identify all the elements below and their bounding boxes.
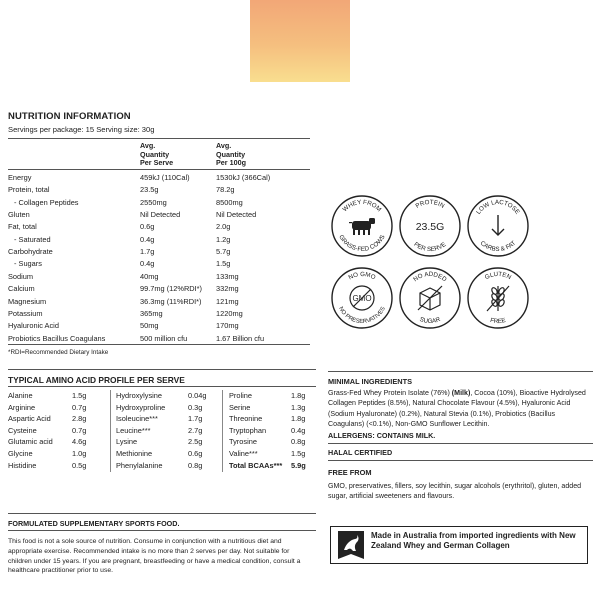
nutrient-name: Sodium [8,271,34,281]
amino-column-1 [8,390,96,471]
amino-name: Valine*** [229,448,258,458]
badge-text: CARBS & FAT [478,239,518,254]
formulated-heading: FORMULATED SUPPLEMENTARY SPORTS FOOD. [8,519,180,528]
feature-badges [320,186,530,346]
per-100g-value: 133mg [216,271,239,281]
badge-text: GLUTEN [483,270,513,282]
amino-row [116,425,212,437]
nutrient-name: Protein, total [8,185,50,195]
nutrition-row [8,320,310,332]
badge-text: WHEY FROM [341,198,383,214]
nutrition-row [8,271,310,283]
amino-value: 2.8g [72,414,87,424]
amino-row [116,390,212,402]
per-100g-value: 1.5g [216,259,231,269]
nutrition-row [8,221,310,233]
svg-text:PER SERVE [412,241,447,253]
amino-row [8,448,96,460]
amino-row [8,390,96,402]
amino-value: 1.7g [188,414,203,424]
nutrition-row [8,296,310,308]
amino-value: 1.8g [291,414,306,424]
amino-value: 1.3g [291,402,306,412]
header-line: Per Serve [140,158,174,167]
amino-name: Glutamic acid [8,437,53,447]
badge-text: LOW LACTOSE [475,198,521,216]
header-line: Avg. [140,141,156,150]
per-serve-value: 1.7g [140,247,155,257]
svg-text:SUGAR [419,316,442,325]
per-100g-value: 1220mg [216,308,243,318]
divider [8,369,316,370]
nutrition-row [8,283,310,295]
ingredients-text [328,388,593,430]
amino-row [8,402,96,414]
no-added-sugar-badge [398,266,462,330]
protein-badge [398,194,462,258]
divider [328,371,593,372]
amino-name: Methionine [116,448,153,458]
per-serve-value: 23.5g [140,185,159,195]
nutrition-row [8,172,310,184]
wheat-icon [487,286,509,311]
header-line: Quantity [140,149,170,159]
badge-text: NO PRESERVATIVES [337,306,387,326]
amino-name: Alanine [8,391,33,400]
per-serve-value: 500 million cfu [140,333,188,343]
amino-column-3 [229,390,309,471]
nutrition-row [8,308,310,320]
amino-row [116,402,212,414]
nutrient-name: Magnesium [8,296,47,306]
amino-name: Tryptophan [229,425,267,435]
amino-row [229,436,309,448]
per-100g-value: 1.2g [216,234,231,244]
amino-name: Histidine [8,460,37,470]
protein-amount: 23.5G [415,221,445,233]
badge-text: GRASS-FED COWS [337,233,387,254]
down-arrow-icon [492,215,504,235]
svg-text:NO GMO [347,271,376,281]
divider [328,460,593,461]
badge-text: PROTEIN [414,198,446,210]
milk-allergen: (Milk) [451,389,471,397]
amino-row [116,413,212,425]
amino-title: TYPICAL AMINO ACID PROFILE PER SERVE [8,375,185,385]
nutrient-name: Gluten [8,210,30,220]
badge-text: NO GMO [347,270,377,282]
amino-value: 2.5g [188,437,203,447]
nutrient-name: Energy [8,173,32,182]
amino-row [116,436,212,448]
nutrient-name: Fat, total [8,222,37,232]
divider [8,138,310,139]
nutrient-name: - Sugars [14,259,42,269]
ingredients-part: Grass-Fed Whey Protein Isolate (76%) [328,389,452,397]
servings-info: Servings per package: 15 Serving size: 30g [8,125,155,134]
amino-value: 0.5g [72,460,87,470]
amino-name: Proline [229,391,253,400]
amino-value: 0.3g [188,402,203,412]
free-from-text: GMO, preservatives, fillers, soy lecithin, sugar alcohols (erythritol), gluten, added sugar, artificial sweeteners and flavours. [328,482,582,501]
header-line: Quantity [216,149,246,159]
divider [8,513,316,514]
svg-text:CARBS & FAT [479,240,518,253]
nutrient-name: Probiotics Bacillus Coagulans [8,333,106,343]
nutrition-row [8,246,310,258]
amino-value: 2.7g [188,425,203,435]
disclaimer: This food is not a sole source of nutrition. Consume in conjunction with a nutritious diet and appropriate exercise. Recommended intake is no more than 2 serves per day. Not suitable for children under 15 years. If you are pregnant, breastfeeding or have a medical condition, consult a healthcare practitioner prior to use. [8,538,301,575]
per-serve-value: 2550mg [140,197,167,207]
ingredients-title: MINIMAL INGREDIENTS [328,377,413,386]
amino-value: 0.8g [291,437,306,447]
per-100g-header [216,142,246,168]
amino-name: Tyrosine [229,437,257,447]
column-divider [110,390,111,472]
cow-icon [349,218,375,235]
nutrient-name: - Saturated [14,234,51,244]
gluten-free-badge [466,266,530,330]
amino-value: 0.6g [188,448,203,458]
per-100g-value: 1.67 Billion cfu [216,333,265,343]
amino-value: 0.7g [72,402,87,412]
divider [8,344,310,345]
per-100g-value: 5.7g [216,247,231,257]
amino-row [8,425,96,437]
amino-name: Cysteine [8,425,37,435]
per-serve-value: 36.3mg (11%RDI*) [140,296,202,306]
product-color-swatch [250,0,350,82]
amino-row [229,390,309,402]
amino-row [8,436,96,448]
halal-certified: HALAL CERTIFIED [328,448,393,457]
nutrition-row [8,234,310,246]
divider [328,443,593,444]
no-gmo-badge [330,266,394,330]
divider [8,530,316,531]
per-serve-value: 365mg [140,308,163,318]
ingredients-part: , Cocoa (10%), Bioactive Hydrolysed Collagen Peptides (8.5%), Natural Chocolate Flavour (4.5%), Hyaluronic Acid (Sodium Hyaluronate) (0.2%), Natural Stevia (0.1%), Probiotics (Bacillus Coagulans) (<0.1%), Non-GMO Sunflower Lecithin. [328,389,586,429]
amino-row [229,425,309,437]
badge-text: PER SERVE [412,240,448,254]
nutrition-row [8,197,310,209]
amino-row [8,413,96,425]
per-100g-value: 8500mg [216,197,243,207]
amino-name: Lysine [116,437,138,447]
nutrient-name: Potassium [8,308,43,318]
nutrition-row [8,258,310,270]
svg-text:PROTEIN [414,199,445,210]
amino-name: Isoleucine*** [116,414,158,424]
amino-name: Total BCAAs*** [229,460,283,470]
amino-value: 1.8g [291,391,306,400]
amino-value: 1.5g [291,448,306,458]
amino-name: Hydroxyproline [116,402,166,412]
amino-row [229,402,309,414]
amino-value: 4.6g [72,437,87,447]
amino-value: 0.8g [188,460,203,470]
amino-value: 1.0g [72,448,87,458]
nutrient-name: Calcium [8,284,35,294]
header-line: Avg. [216,141,232,150]
amino-name: Glycine [8,448,33,458]
nutrition-row [8,209,310,221]
per-serve-header [140,142,173,168]
amino-row [229,413,309,425]
per-serve-value: 0.6g [140,222,155,232]
badge-text: SUGAR [418,315,442,325]
amino-value: 5.9g [291,460,306,470]
gmo-label: GMO [352,294,372,303]
amino-row [8,460,96,472]
australian-made-kangaroo-icon [337,530,365,560]
per-serve-value: 0.4g [140,234,155,244]
nutrient-name: Hyaluronic Acid [8,321,59,331]
amino-value: 1.5g [72,391,87,400]
amino-row [116,448,212,460]
amino-name: Arginine [8,402,36,412]
amino-value: 0.04g [188,391,207,400]
amino-value: 0.7g [72,425,87,435]
amino-row [116,460,212,472]
sugar-cube-icon [418,286,442,310]
badge-text: FREE [489,316,507,326]
per-100g-value: 1530kJ (366Cal) [216,173,271,182]
svg-text:GLUTEN [484,271,512,281]
amino-value: 0.4g [291,425,306,435]
australian-made-box [330,526,588,564]
amino-column-2 [116,390,212,471]
amino-name: Aspartic Acid [8,414,51,424]
allergens: ALLERGENS: CONTAINS MILK. [328,431,436,440]
per-100g-value: 2.0g [216,222,231,232]
badge-text: NO ADDED [412,270,448,284]
amino-name: Hydroxylysine [116,391,163,400]
rdi-note: *RDI=Recommended Dietary Intake [8,349,109,356]
low-lactose-badge [466,194,530,258]
svg-text:NO ADDED [412,271,448,284]
svg-text:FREE [489,317,506,325]
amino-name: Phenylalanine [116,460,163,470]
nutrient-name: - Collagen Peptides [14,197,79,207]
per-serve-value: 40mg [140,271,159,281]
per-100g-value: 170mg [216,321,239,331]
grass-fed-badge [330,194,394,258]
per-100g-value: 121mg [216,296,239,306]
amino-name: Threonine [229,414,263,424]
free-from-title: FREE FROM [328,468,372,477]
amino-row [229,460,309,472]
nutrient-name: Carbohydrate [8,247,53,257]
per-100g-value: 332mg [216,284,239,294]
per-serve-value: 0.4g [140,259,155,269]
per-serve-value: 459kJ (110Cal) [140,173,190,182]
header-line: Per 100g [216,158,246,167]
amino-name: Leucine*** [116,425,151,435]
divider [8,386,316,387]
per-serve-value: Nil Detected [140,210,181,220]
svg-text:WHEY FROM [342,199,383,213]
per-100g-value: Nil Detected [216,210,257,220]
per-100g-value: 78.2g [216,185,235,195]
nutrition-row [8,333,310,345]
divider [8,169,310,170]
amino-row [229,448,309,460]
nutrition-row [8,184,310,196]
per-serve-value: 50mg [140,321,159,331]
nutrition-title: NUTRITION INFORMATION [8,111,131,122]
per-serve-value: 99.7mg (12%RDI*) [140,284,203,294]
made-in-australia-text: Made in Australia from imported ingredients with New Zealand Whey and German Collagen [371,531,576,550]
amino-name: Serine [229,402,251,412]
column-divider [222,390,223,472]
